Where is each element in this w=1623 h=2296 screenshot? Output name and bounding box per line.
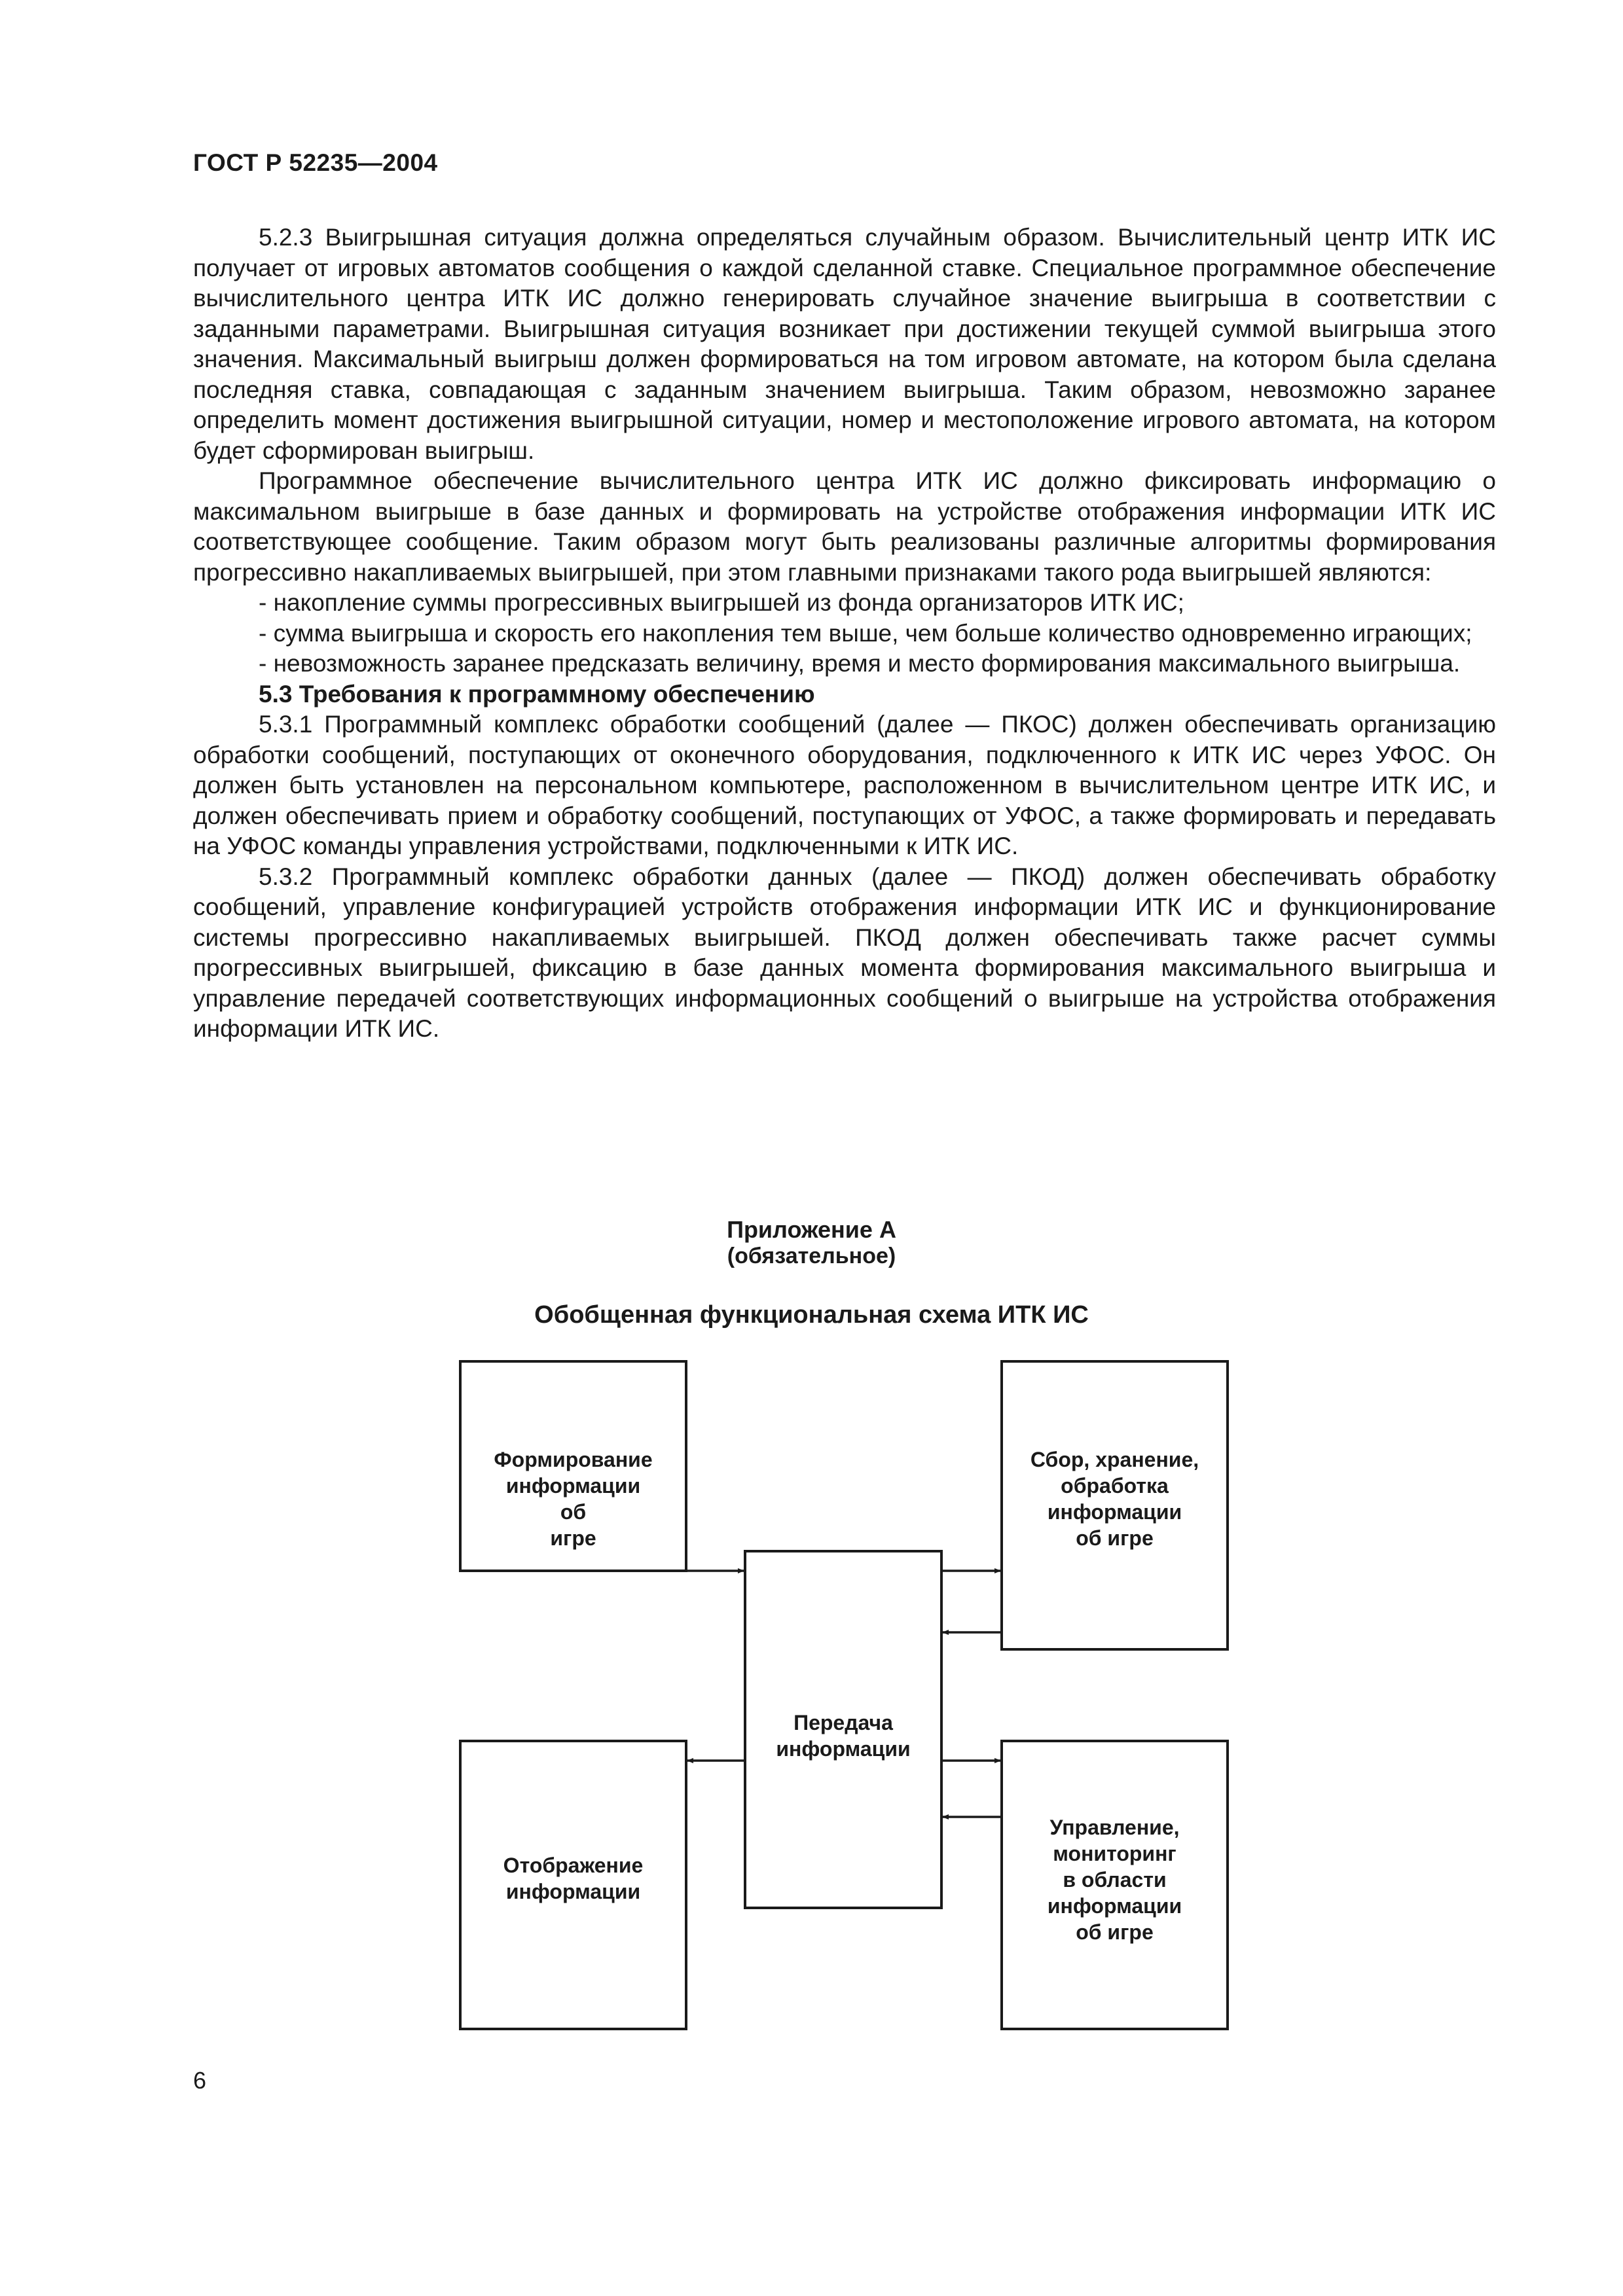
box-display-line: информации (505, 1880, 641, 1903)
bullet-item: - накопление суммы прогрессивных выигрышей из фонда организаторов ИТК ИС; (259, 589, 1184, 616)
bullet-item: - сумма выигрыша и скорость его накопления тем выше, чем больше количество одновременно играющих; (259, 619, 1472, 647)
section-heading-5-3: 5.3 Требования к программному обеспечению (259, 680, 815, 708)
box-transfer-label (745, 1710, 941, 1762)
box-collection-label (1002, 1446, 1228, 1551)
box-collection-line: информации (1047, 1500, 1182, 1524)
appendix-subtitle: (обязательное) (727, 1244, 896, 1268)
box-control-line: об игре (1076, 1920, 1154, 1944)
box-control-line: в области (1063, 1868, 1167, 1892)
document-header: ГОСТ Р 52235—2004 (193, 149, 438, 176)
box-collection-line: об игре (1076, 1526, 1154, 1550)
paragraph-software-fixation: Программное обеспечение вычислительного центра ИТК ИС должно фиксировать информацию о максимальном выигрыше в базе данных и формировать на устройстве отображения информации ИТК ИС соответствующее сообщение. Таким образом могут быть реализованы различные алгоритмы формирования прогрессивно накапливаемых выигрышей, при этом главными признаками такого рода выигрышей являются: (193, 467, 1496, 586)
box-collection-line: обработка (1061, 1474, 1169, 1498)
paragraph-5-2-3: 5.2.3 Выигрышная ситуация должна определяться случайным образом. Вычислительный центр ИТК ИС получает от игровых автоматов сообщения о каждой сделанной ставке. Специальное программное обеспечение вычислительного центра ИТК ИС должно генерировать случайное значение выигрыша в соответствии с заданными параметрами. Выигрышная ситуация возникает при достижении текущей суммой выигрыша этого значения. Максимальный выигрыш должен формироваться на том игровом автомате, на котором была сделана последняя ставка, совпадающая с заданным значением выигрыша. Таким образом, невозможно заранее определить момент достижения выигрышной ситуации, номер и местоположение игрового автомата, на котором будет сформирован выигрыш. (193, 224, 1496, 464)
box-formation-line: информации (505, 1474, 641, 1498)
box-control-line: мониторинг (1053, 1842, 1176, 1865)
box-transfer-line: Передача (793, 1711, 893, 1734)
box-display-line: Отображение (503, 1854, 644, 1877)
box-control-line: Управление, (1049, 1816, 1180, 1839)
box-display-label (460, 1852, 686, 1905)
paragraph-5-3-2: 5.3.2 Программный комплекс обработки данных (далее — ПКОД) должен обеспечивать обработку сообщений, управление конфигурацией устройств отображения информации ИТК ИС и функционирование системы прогрессивно накапливаемых выигрышей. ПКОД должен обеспечивать также расчет суммы прогрессивных выигрышей, фиксацию в базе данных момента формирования максимального выигрыша и управление передачей соответствующих информационных сообщений о выигрыше на устройства отображения информации ИТК ИС. (193, 863, 1496, 1042)
box-control-line: информации (1047, 1894, 1182, 1918)
box-collection-line: Сбор, хранение, (1030, 1448, 1199, 1471)
box-formation-line: об (560, 1500, 587, 1524)
box-formation-line: Формирование (494, 1448, 653, 1471)
appendix-title: Приложение А (727, 1216, 896, 1243)
page-number: 6 (193, 2067, 207, 2094)
box-control-label (1002, 1814, 1228, 1945)
box-formation-line: игре (550, 1526, 596, 1550)
box-transfer-line: информации (776, 1737, 911, 1761)
paragraph-5-3-1: 5.3.1 Программный комплекс обработки сообщений (далее — ПКОС) должен обеспечивать организацию обработки сообщений, поступающих от оконечного оборудования, подключенного к ИТК ИС через УФОС. Он должен быть установлен на персональном компьютере, расположенном в вычислительном центре ИТК ИС, и должен обеспечивать прием и обработку сообщений, поступающих от УФОС, а также формировать и передавать на УФОС команды управления устройствами, подключенными к ИТК ИС. (193, 711, 1496, 859)
box-formation-label (460, 1446, 686, 1551)
bullet-item: - невозможность заранее предсказать величину, время и место формирования максимального выигрыша. (259, 650, 1461, 677)
diagram-title: Обобщенная функциональная схема ИТК ИС (534, 1301, 1089, 1329)
